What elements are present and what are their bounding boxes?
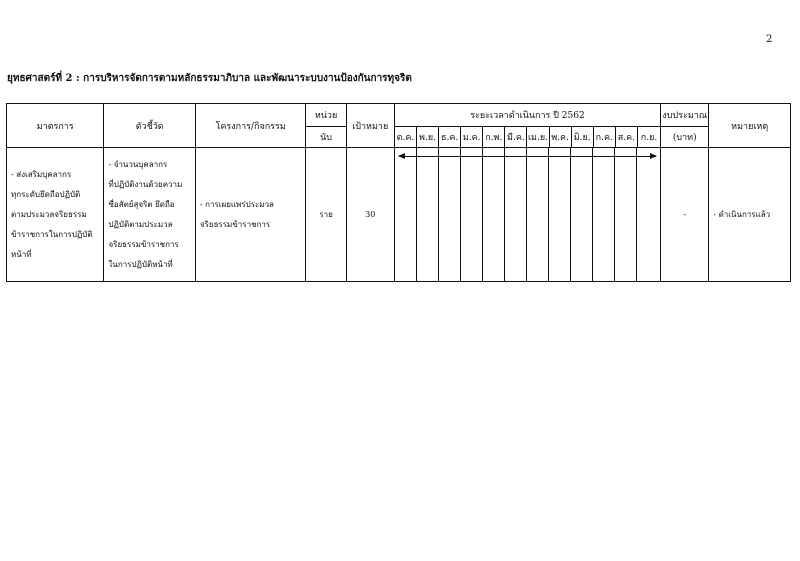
indicator-line: จริยธรรมข้าราชการ [108, 239, 179, 249]
indicator-line: ในการปฏิบัติหน้าที่ [108, 259, 173, 269]
unit-cell: ราย [306, 148, 346, 282]
month-header: ก.พ. [483, 127, 505, 148]
remark-text: - ดำเนินการแล้ว [713, 209, 771, 219]
month-header: มี.ค. [505, 127, 527, 148]
col-header-budget-bottom: (บาท) [661, 127, 709, 148]
month-header: ก.ค. [593, 127, 615, 148]
col-header-unit-top: หน่วย [306, 104, 346, 127]
budget-cell: - [661, 148, 709, 282]
strategy-heading: ยุทธศาสตร์ที่ 2 : การบริหารจัดการตามหลักธรรมาภิบาล และพัฒนาระบบงานป้องกันการทุจริต [7, 73, 412, 84]
measure-line: - ส่งเสริมบุคลากร [11, 169, 72, 179]
indicator-line: ที่ปฏิบัติงานด้วยความ [108, 179, 183, 189]
indicator-line: ซื่อสัตย์สุจริต ยึดถือ [108, 199, 175, 209]
indicator-cell [104, 148, 195, 282]
col-header-budget-top: งบประมาณ [661, 104, 709, 127]
project-cell [195, 148, 306, 282]
col-header-target: เป้าหมาย [346, 104, 394, 148]
project-line: - การเผยแพร่ประมวล [199, 199, 274, 209]
month-header: ม.ค. [461, 127, 483, 148]
table-row [7, 148, 791, 282]
indicator-line: ปฏิบัติตามประมวล [108, 219, 173, 229]
month-header: ก.ย. [637, 127, 660, 148]
measure-line: ข้าราชการในการปฏิบัติ [11, 229, 93, 239]
indicator-line: - จำนวนบุคลากร [108, 159, 168, 169]
col-header-unit-bottom: นับ [306, 127, 346, 148]
month-header: ส.ค. [615, 127, 637, 148]
col-header-period: ระยะเวลาดำเนินการ ปี 2562 [394, 104, 660, 127]
project-line: จริยธรรมข้าราชการ [199, 219, 271, 229]
month-header: ต.ค. [394, 127, 416, 148]
col-header-measure: มาตรการ [7, 104, 104, 148]
target-cell: 30 [346, 148, 394, 282]
measure-line: หน้าที่ [11, 249, 32, 259]
period-timeline [394, 148, 660, 282]
page-number: 2 [766, 34, 773, 45]
measure-line: ทุกระดับยึดถือปฏิบัติ [11, 189, 81, 199]
period-arrow-icon [399, 156, 656, 157]
month-header: พ.ค. [549, 127, 571, 148]
month-header: มิ.ย. [571, 127, 593, 148]
measure-line: ตามประมวลจริยธรรม [11, 209, 87, 219]
col-header-indicator: ตัวชี้วัด [104, 104, 195, 148]
col-header-project: โครงการ/กิจกรรม [195, 104, 306, 148]
month-header: ธ.ค. [439, 127, 461, 148]
month-header: พ.ย. [416, 127, 438, 148]
col-header-remark: หมายเหตุ [709, 104, 791, 148]
remark-cell [709, 148, 791, 282]
plan-table [6, 103, 791, 282]
month-header: เม.ย. [527, 127, 549, 148]
measure-cell [7, 148, 104, 282]
